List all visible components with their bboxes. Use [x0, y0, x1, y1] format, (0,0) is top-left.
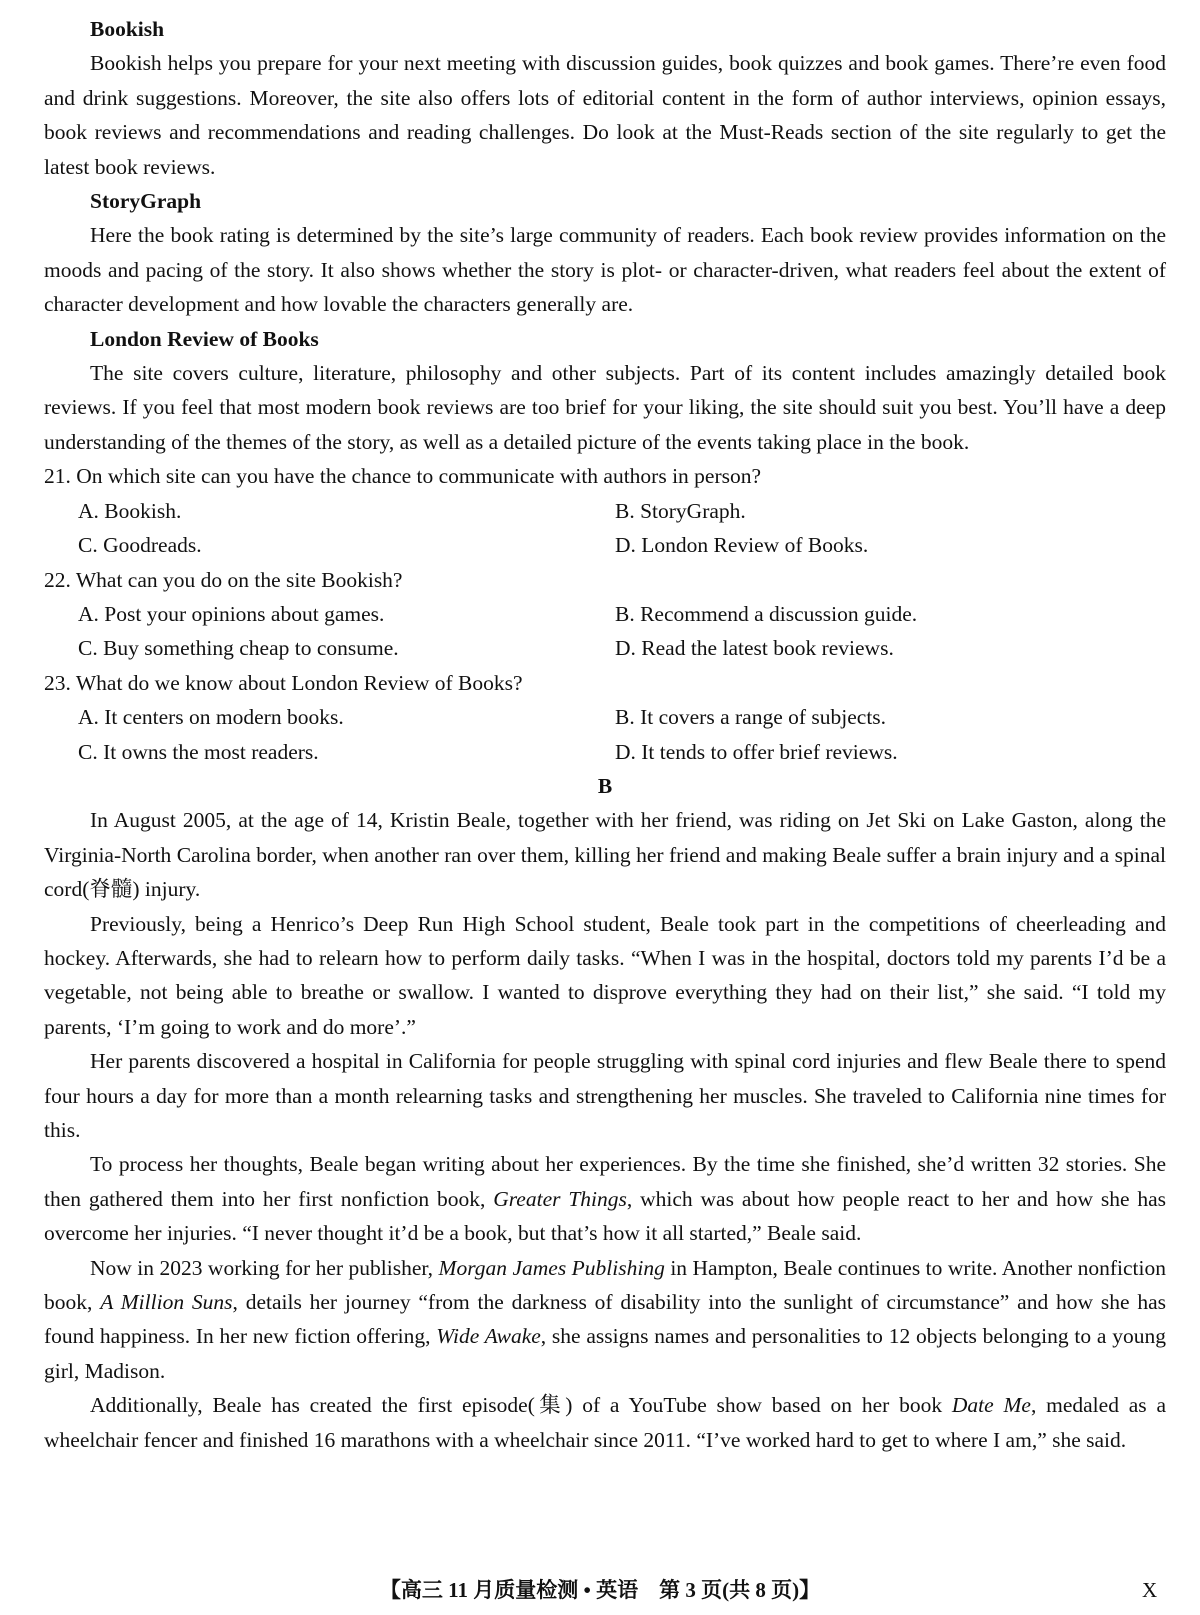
- option-d: D. It tends to offer brief reviews.: [615, 739, 898, 764]
- site-description: Here the book rating is determined by the site’s large community of readers. Each book review provides information on the moods and pacing of the story. It also shows whether the story is plot- or character-driven, what readers feel about the extent of character development and how lovable the characters generally are.: [44, 223, 1166, 317]
- book-title: Wide Awake: [436, 1324, 541, 1349]
- question-stem: 21. On which site can you have the chance to communicate with authors in person?: [44, 464, 762, 489]
- page-content: [44, 12, 1166, 1457]
- text-run: , details her journey “from the darkness of disability into the sunlight of circumstance” and how she has found happiness. In her new fiction offering,: [44, 1290, 1166, 1349]
- passage-b-paragraph-3: Her parents discovered a hospital in California for people struggling with spinal cord injuries and flew Beale there to spend four hours a day for more than a month relearning tasks and strengthening her muscles. She traveled to California nine times for this.: [44, 1049, 1166, 1142]
- options-row: [44, 494, 1166, 528]
- passage-b-paragraph-2: Previously, being a Henrico’s Deep Run High School student, Beale took part in the competitions of cheerleading and hockey. Afterwards, she had to relearn how to perform daily tasks. “When I was in the hospital, doctors told my parents I’d be a vegetable, not being able to breathe or swallow. I wanted to disprove everything they had on their list,” she said. “I told my parents, ‘I’m going to work and do more’.”: [44, 911, 1166, 1039]
- text-run: , medaled as a wheelchair fencer and finished 16 marathons with a wheelchair since 2011. “I’ve worked hard to get to where I am,” she said.: [44, 1393, 1167, 1452]
- book-title: Date Me: [951, 1393, 1031, 1418]
- question-stem: 23. What do we know about London Review of Books?: [44, 670, 523, 695]
- text-run: To process her thoughts, Beale began writing about her experiences. By the time she finished, she’d written 32 stories. She then gathered them into her first nonfiction book,: [44, 1152, 1166, 1211]
- question-23: [44, 666, 1166, 769]
- option-a: A. Bookish.: [78, 498, 182, 523]
- options-row: [44, 631, 1166, 665]
- footer-mark: X: [1142, 1578, 1158, 1602]
- option-b: B. Recommend a discussion guide.: [615, 601, 918, 626]
- passage-b-paragraph-5: [44, 1251, 1166, 1389]
- text-run: in Hampton, Beale continues to write. Another nonfiction book,: [44, 1255, 1166, 1315]
- site-section-storygraph: [44, 184, 1166, 322]
- question-22: [44, 563, 1166, 666]
- option-d: D. London Review of Books.: [615, 533, 869, 558]
- site-heading: StoryGraph: [90, 189, 202, 214]
- text-run: Now in 2023 working for her publisher,: [90, 1255, 439, 1280]
- options-row: [44, 597, 1166, 631]
- site-heading: Bookish: [90, 17, 165, 41]
- site-heading: London Review of Books: [90, 326, 319, 351]
- page-footer: [0, 1572, 1200, 1608]
- option-d: D. Read the latest book reviews.: [615, 636, 894, 661]
- site-description: The site covers culture, literature, philosophy and other subjects. Part of its content includes amazingly detailed book reviews. If you feel that most modern book reviews are too brief for your liking, the site should suit you best. You’ll have a deep understanding of the themes of the story, as well as a detailed picture of the events taking place in the book.: [44, 361, 1166, 454]
- option-b: B. StoryGraph.: [615, 498, 746, 523]
- text-run: , which was about how people react to her and how she has overcome her injuries. “I never thought it’d be a book, but that’s how it all started,” Beale said.: [44, 1186, 1167, 1246]
- site-description: Bookish helps you prepare for your next meeting with discussion guides, book quizzes and book games. There’re even food and drink suggestions. Moreover, the site also offers lots of editorial content in the form of author interviews, opinion essays, book reviews and recommendations and reading challenges. Do look at the Must-Reads section of the site regularly to get the latest book reviews.: [44, 51, 1166, 179]
- question-stem: 22. What can you do on the site Bookish?: [44, 567, 403, 592]
- site-section-bookish: [44, 12, 1166, 184]
- site-section-london-review: [44, 322, 1166, 460]
- option-a: A. Post your opinions about games.: [78, 601, 385, 626]
- question-21: [44, 459, 1166, 562]
- options-row: [44, 528, 1166, 562]
- option-c: C. Buy something cheap to consume.: [78, 636, 399, 661]
- option-a: A. It centers on modern books.: [78, 705, 344, 730]
- text-run: Additionally, Beale has created the first episode(集) of a YouTube show based on her book: [90, 1393, 952, 1418]
- option-b: B. It covers a range of subjects.: [615, 705, 887, 730]
- option-c: C. It owns the most readers.: [78, 739, 319, 764]
- section-b-heading: B: [597, 773, 613, 798]
- book-title: Greater Things: [493, 1186, 627, 1211]
- book-title: A Million Suns: [100, 1290, 233, 1315]
- text-run: , she assigns names and personalities to 12 objects belonging to a young girl, Madison.: [44, 1324, 1166, 1383]
- options-row: [44, 735, 1166, 769]
- footer-label: 【高三 11 月质量检测 • 英语 第 3 页(共 8 页)】: [379, 1578, 821, 1602]
- option-c: C. Goodreads.: [78, 533, 202, 558]
- passage-b-paragraph-4: [44, 1147, 1166, 1250]
- publisher-name: Morgan James Publishing: [438, 1255, 665, 1280]
- options-row: [44, 700, 1166, 734]
- passage-b-paragraph-6: [44, 1388, 1166, 1457]
- passage-b-paragraph-1: In August 2005, at the age of 14, Kristin Beale, together with her friend, was riding on Jet Ski on Lake Gaston, along the Virginia-North Carolina border, when another ran over them, killing her friend and making Beale suffer a brain injury and a spinal cord(脊髓) injury.: [44, 808, 1166, 902]
